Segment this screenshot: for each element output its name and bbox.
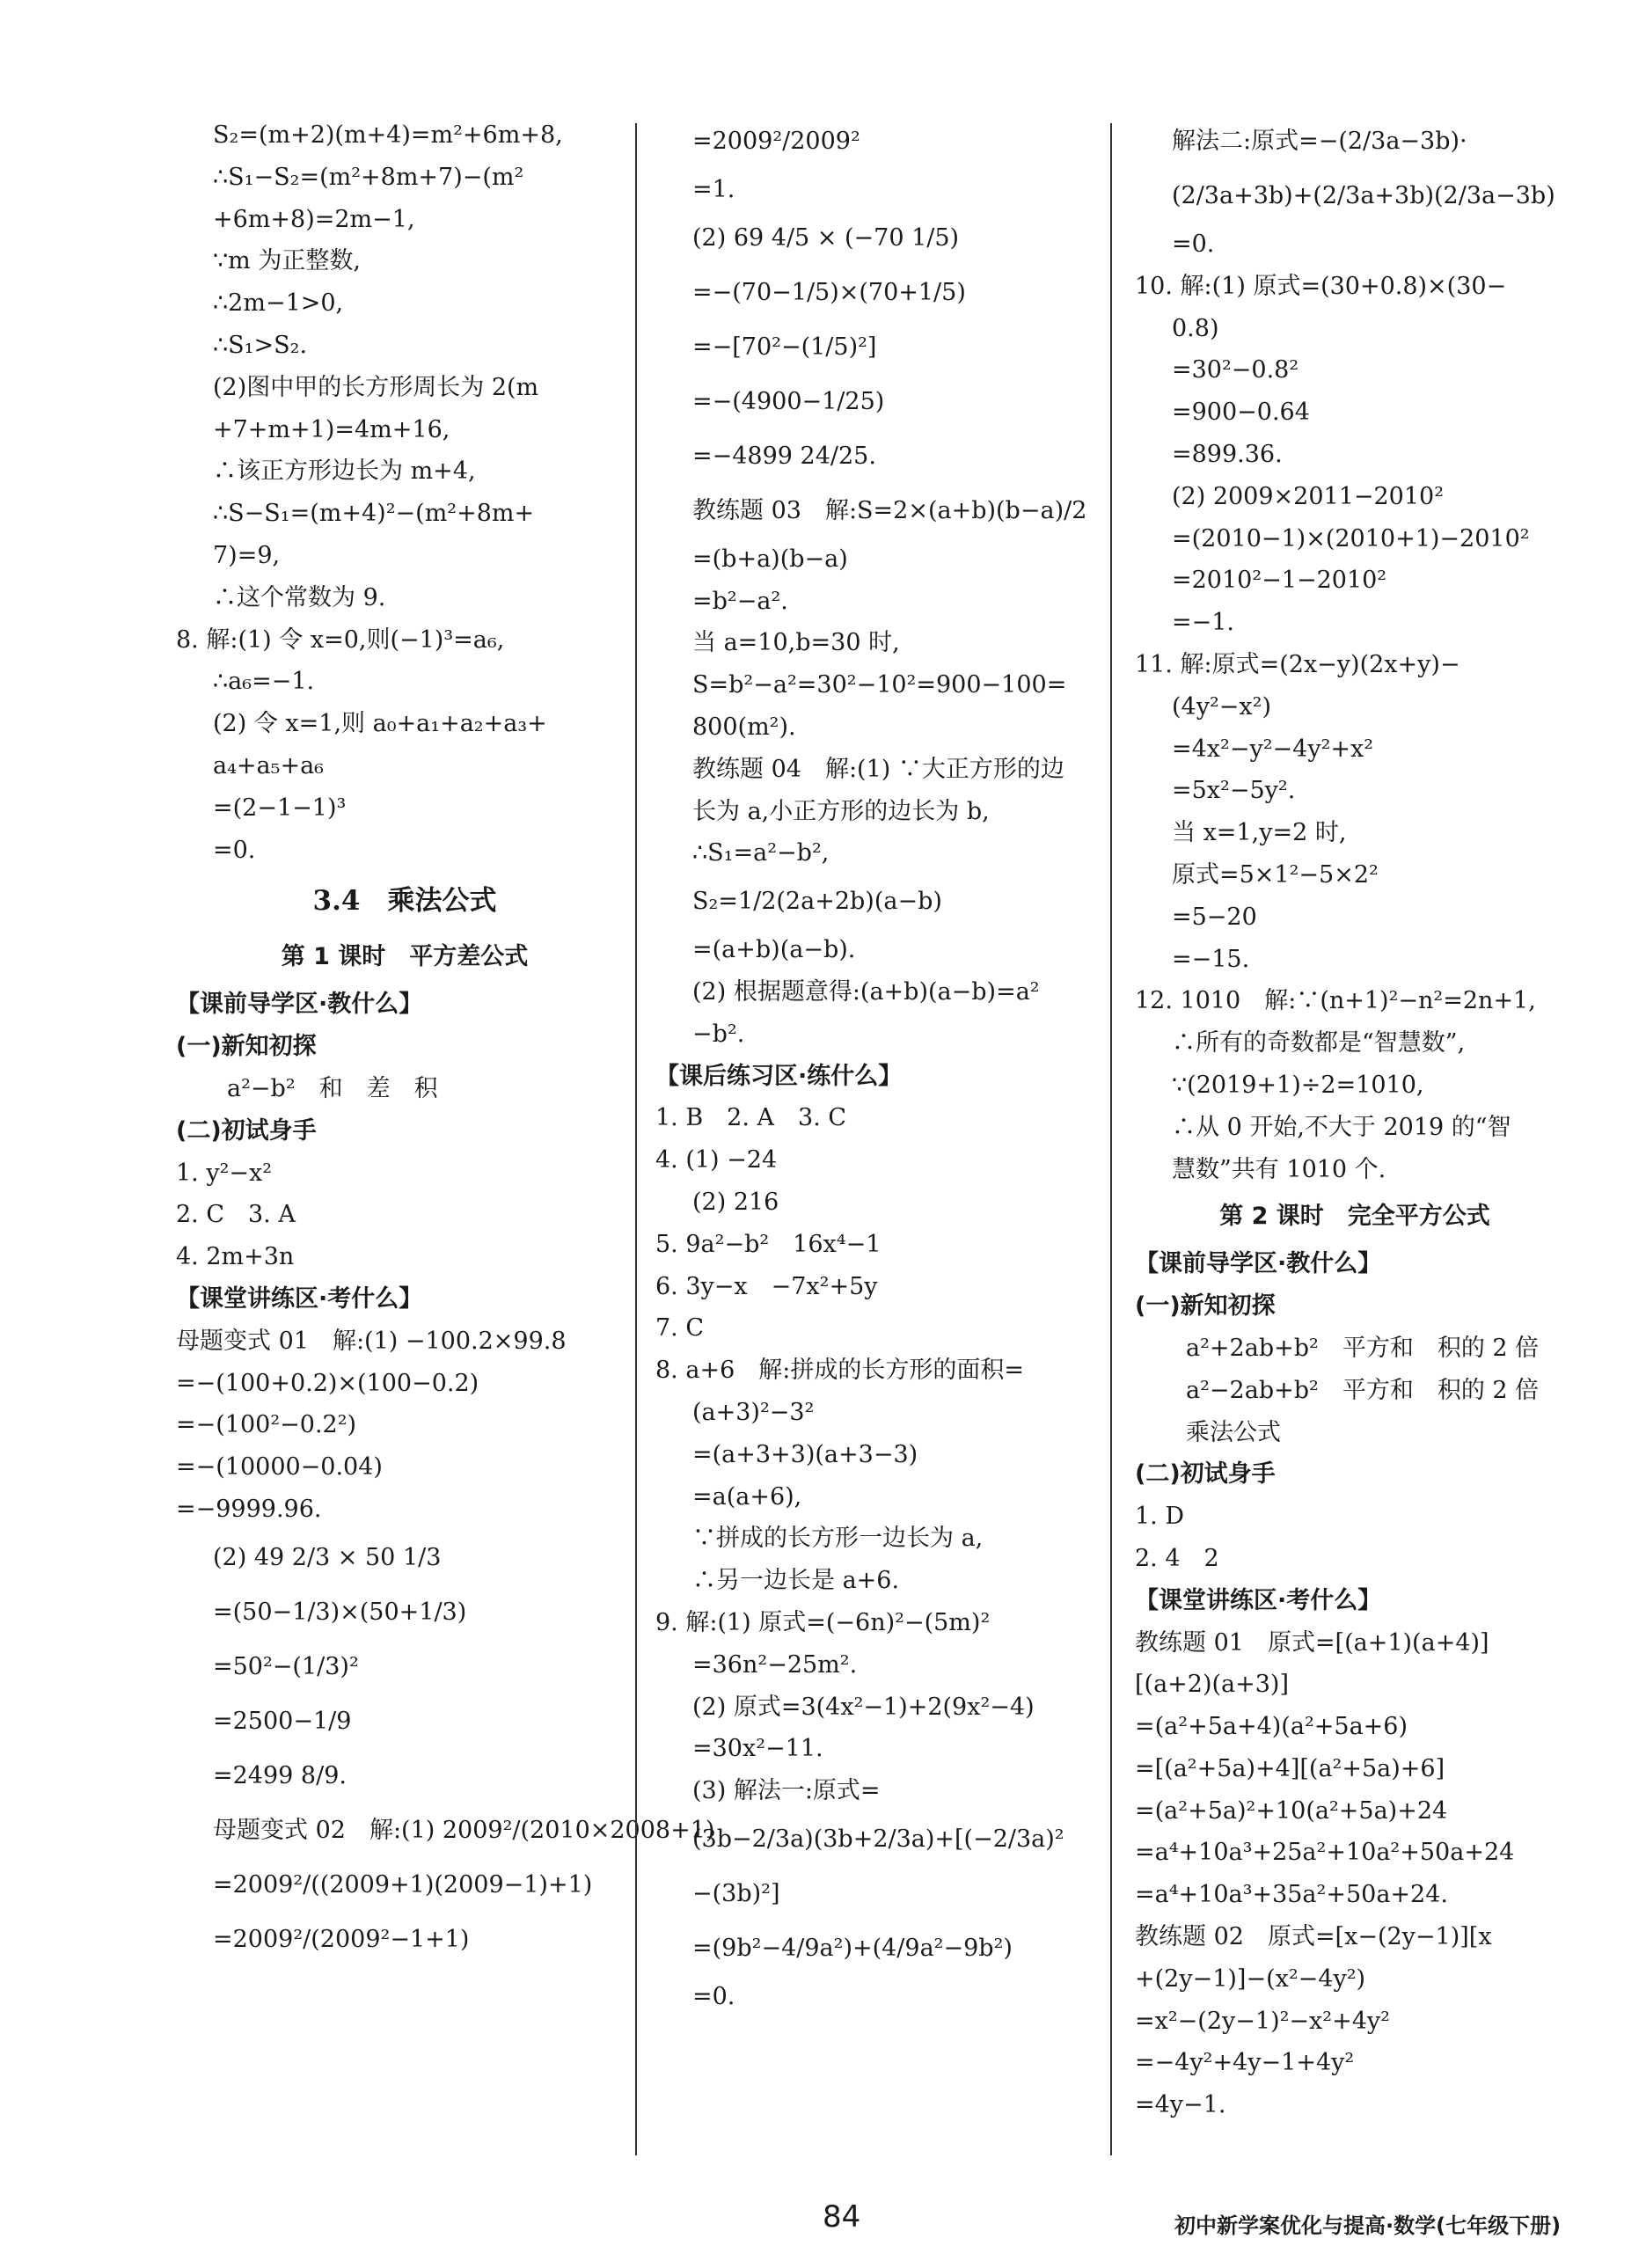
section-heading: 【课后练习区·练什么】 [655, 1062, 903, 1090]
column-middle [655, 114, 1113, 2018]
text-line: (2) 令 x=1,则 a₀+a₁+a₂+a₃+ [213, 710, 547, 738]
text-line: (2) 根据题意得:(a+b)(a−b)=a² [692, 977, 1040, 1006]
section-heading: (二)初试身手 [176, 1116, 317, 1145]
text-line: =−4y²+4y−1+4y² [1135, 2049, 1355, 2077]
text-line: 7)=9, [213, 541, 281, 569]
text-line: +7+m+1)=4m+16, [213, 415, 450, 443]
section-heading: 【课前导学区·教什么】 [176, 991, 423, 1019]
text-line: 5. 9a²−b² 16x⁴−1 [655, 1230, 882, 1258]
text-line: =(a²+5a+4)(a²+5a+6) [1135, 1713, 1408, 1741]
text-line: =(a+b)(a−b). [692, 936, 856, 964]
text-line: =−1. [1172, 609, 1235, 637]
text-line: (2/3a+3b)+(2/3a+3b)(2/3a−3b) [1172, 182, 1555, 209]
text-line: (4y²−x²) [1172, 692, 1271, 721]
text-line: S₂=(m+2)(m+4)=m²+6m+8, [213, 121, 563, 149]
text-line: =−(4900−1/25) [692, 387, 885, 415]
text-line: 解法二:原式=−(2/3a−3b)· [1172, 128, 1467, 155]
text-line: ∴该正方形边长为 m+4, [213, 457, 476, 486]
text-line: 2. C 3. A [176, 1201, 296, 1229]
text-line: =2009²/((2009+1)(2009−1)+1) [213, 1870, 593, 1899]
text-line: =(2−1−1)³ [213, 794, 347, 822]
text-line: 教练题 02 原式=[x−(2y−1)][x [1135, 1923, 1492, 1951]
text-line: =30²−0.8² [1172, 356, 1299, 384]
text-line: ∵(2019+1)÷2=1010, [1172, 1071, 1424, 1099]
text-line: =a⁴+10a³+25a²+10a²+50a+24 [1135, 1839, 1515, 1867]
text-line: ∴从 0 开始,不大于 2019 的“智 [1172, 1113, 1511, 1141]
text-line: 8. a+6 解:拼成的长方形的面积= [655, 1357, 1024, 1385]
text-line: 8. 解:(1) 令 x=0,则(−1)³=a₆, [176, 626, 505, 654]
text-line: =1. [692, 176, 735, 203]
text-line: 2. 4 2 [1135, 1544, 1219, 1572]
text-line: S=b²−a²=30²−10²=900−100= [692, 671, 1067, 699]
text-line: ∵拼成的长方形一边长为 a, [692, 1525, 984, 1553]
text-line: ∴S₁−S₂=(m²+8m+7)−(m² [213, 163, 524, 191]
text-line: =(b+a)(b−a) [692, 545, 848, 573]
text-line: (2)图中甲的长方形周长为 2(m [213, 373, 539, 401]
text-line: 原式=5×1²−5×2² [1172, 860, 1379, 889]
text-line: =4y−1. [1135, 2091, 1226, 2119]
text-line: 12. 1010 解:∵(n+1)²−n²=2n+1, [1135, 987, 1536, 1015]
section-heading: (一)新知初探 [1135, 1292, 1276, 1321]
text-line: =−(10000−0.04) [176, 1453, 383, 1482]
text-line: =50²−(1/3)² [213, 1652, 359, 1680]
text-line: 4. 2m+3n [176, 1243, 295, 1271]
text-line: =b²−a². [692, 587, 788, 615]
text-line: (a+3)²−3² [692, 1398, 815, 1426]
text-line: ∴2m−1>0, [213, 289, 344, 318]
text-line: [(a+2)(a+3)] [1135, 1671, 1289, 1699]
text-line: =2499 8/9. [213, 1761, 347, 1789]
text-line: =0. [213, 836, 256, 864]
text-line: (2) 69 4/5 × (−70 1/5) [692, 223, 960, 252]
text-line: =a(a+6), [692, 1482, 802, 1511]
section-heading: 【课堂讲练区·考什么】 [176, 1284, 423, 1313]
section-title: 3.4 乘法公式 [312, 885, 497, 918]
text-line: (2) 49 2/3 × 50 1/3 [213, 1543, 442, 1571]
text-line: 1. D [1135, 1503, 1184, 1531]
text-line: (2) 原式=3(4x²−1)+2(9x²−4) [692, 1693, 1035, 1721]
text-line: =−(100+0.2)×(100−0.2) [176, 1369, 479, 1397]
text-line: 母题变式 01 解:(1) −100.2×99.8 [176, 1327, 567, 1355]
column-right [1135, 114, 1575, 2126]
text-line: =900−0.64 [1172, 399, 1310, 427]
book-title-footer: 初中新学案优化与提高·数学(七年级下册) [1174, 2213, 1562, 2238]
section-heading: (二)初试身手 [1135, 1460, 1276, 1489]
text-line: =(a+3+3)(a+3−3) [692, 1440, 918, 1468]
text-line: ∴S₁=a²−b², [692, 839, 830, 867]
text-line: 教练题 01 原式=[(a+1)(a+4)] [1135, 1628, 1489, 1657]
text-line: =5x²−5y². [1172, 777, 1296, 805]
text-line: 当 a=10,b=30 时, [692, 629, 900, 657]
text-line: ∴所有的奇数都是“智慧数”, [1172, 1029, 1466, 1057]
text-line: =4x²−y²−4y²+x² [1172, 735, 1374, 763]
section-heading: 【课前导学区·教什么】 [1135, 1250, 1382, 1278]
text-line: 11. 解:原式=(2x−y)(2x+y)− [1135, 650, 1460, 678]
text-line: =[(a²+5a)+4][(a²+5a)+6] [1135, 1754, 1445, 1782]
text-line: =2010²−1−2010² [1172, 567, 1387, 595]
text-line: =(2010−1)×(2010+1)−2010² [1172, 524, 1530, 552]
text-line: =−[70²−(1/5)²] [692, 333, 877, 361]
text-line: a²−2ab+b² 平方和 积的 2 倍 [1186, 1376, 1540, 1404]
text-line: −(3b)²] [692, 1879, 780, 1907]
section-heading: (一)新知初探 [176, 1033, 317, 1061]
text-line: 7. C [655, 1314, 705, 1343]
text-line: =(9b²−4/9a²)+(4/9a²−9b²) [692, 1934, 1013, 1962]
text-line: =2500−1/9 [213, 1707, 352, 1735]
text-line: =5−20 [1172, 903, 1257, 931]
text-line: 10. 解:(1) 原式=(30+0.8)×(30− [1135, 272, 1507, 300]
text-line: =−9999.96. [176, 1495, 322, 1523]
text-line: =x²−(2y−1)²−x²+4y² [1135, 2007, 1390, 2035]
text-line: a₄+a₅+a₆ [213, 751, 325, 779]
column-divider [635, 123, 637, 2155]
text-line: +(2y−1)]−(x²−4y²) [1135, 1964, 1366, 1993]
text-line: =30x²−11. [692, 1735, 823, 1763]
text-line: +6m+8)=2m−1, [213, 205, 415, 233]
text-line: S₂=1/2(2a+2b)(a−b) [692, 888, 942, 916]
text-line: 教练题 04 解:(1) ∵大正方形的边 [692, 755, 1064, 783]
text-line: 9. 解:(1) 原式=(−6n)²−(5m)² [655, 1608, 991, 1636]
text-line: 6. 3y−x −7x²+5y [655, 1272, 878, 1300]
text-line: 教练题 03 解:S=2×(a+b)(b−a)/2 [692, 496, 1087, 524]
text-line: =(a²+5a)²+10(a²+5a)+24 [1135, 1796, 1448, 1825]
column-divider [1110, 123, 1112, 2155]
page-number: 84 [823, 2199, 861, 2235]
text-line: ∴S−S₁=(m+4)²−(m²+8m+ [213, 500, 535, 528]
text-line: 当 x=1,y=2 时, [1172, 819, 1347, 847]
text-line: (2) 2009×2011−2010² [1172, 482, 1445, 510]
section-heading: 【课堂讲练区·考什么】 [1135, 1586, 1382, 1614]
text-line: =−15. [1172, 945, 1250, 973]
text-line: =36n²−25m². [692, 1650, 858, 1679]
text-line: =899.36. [1172, 440, 1283, 468]
text-line: =0. [1172, 230, 1215, 258]
text-line: =−(100²−0.2²) [176, 1411, 357, 1439]
text-line: (3) 解法一:原式= [692, 1777, 881, 1805]
text-line: a²−b² 和 差 积 [227, 1074, 438, 1102]
text-line: 1. y²−x² [176, 1159, 273, 1187]
text-line: 1. B 2. A 3. C [655, 1104, 847, 1132]
lesson-title: 第 1 课时 平方差公式 [281, 943, 529, 971]
text-line: a²+2ab+b² 平方和 积的 2 倍 [1186, 1334, 1540, 1362]
text-line: 0.8) [1172, 314, 1219, 342]
text-line: 慧数”共有 1010 个. [1172, 1155, 1386, 1183]
lesson-title: 第 2 课时 完全平方公式 [1219, 1203, 1490, 1231]
text-line: 乘法公式 [1186, 1418, 1281, 1446]
text-line: (2) 216 [692, 1188, 779, 1216]
text-line: =a⁴+10a³+35a²+50a+24. [1135, 1881, 1448, 1909]
text-line: =−4899 24/25. [692, 442, 876, 470]
text-line: 长为 a,小正方形的边长为 b, [692, 797, 990, 825]
text-line: ∴这个常数为 9. [213, 583, 386, 611]
text-line: 800(m²). [692, 713, 796, 741]
text-line: =2009²/(2009²−1+1) [213, 1925, 470, 1953]
text-line: =0. [692, 1982, 735, 2010]
text-line: =2009²/2009² [692, 128, 860, 155]
text-line: ∴另一边长是 a+6. [692, 1567, 900, 1595]
text-line: 4. (1) −24 [655, 1146, 778, 1174]
text-line: =−(70−1/5)×(70+1/5) [692, 278, 966, 306]
text-line: (3b−2/3a)(3b+2/3a)+[(−2/3a)² [692, 1825, 1064, 1853]
text-line: 母题变式 02 解:(1) 2009²/(2010×2008+1) [213, 1816, 715, 1844]
text-line: ∵m 为正整数, [213, 247, 361, 275]
text-line: =(50−1/3)×(50+1/3) [213, 1598, 467, 1626]
text-line: ∴a₆=−1. [213, 668, 315, 696]
text-line: ∴S₁>S₂. [213, 331, 308, 359]
text-line: −b². [692, 1020, 745, 1048]
